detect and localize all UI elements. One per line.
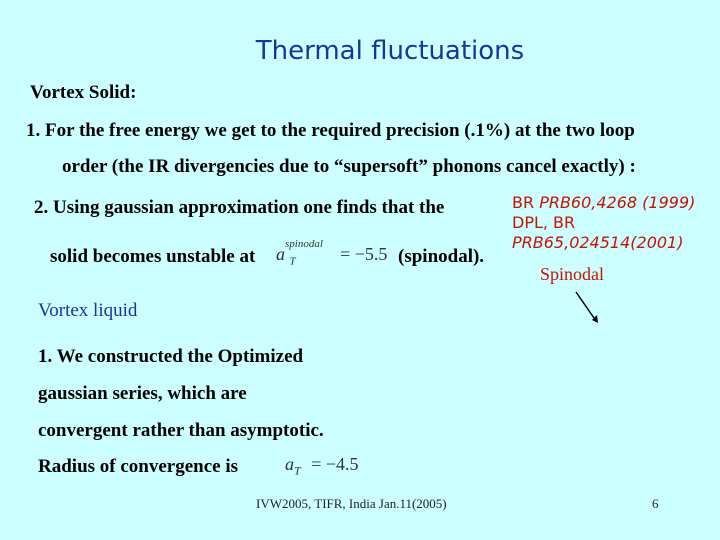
liquid-item1-line2: gaussian series, which are — [38, 383, 247, 404]
spinodal-formula — [276, 238, 388, 268]
vortex-liquid-heading: Vortex liquid — [38, 300, 138, 321]
solid-item1-line1: 1. For the free energy we get to the required precision (.1%) at the two loop — [26, 120, 635, 141]
radius-rhs: = −4.5 — [311, 454, 359, 474]
liquid-item1-line1: 1. We constructed the Optimized — [38, 346, 304, 367]
radius-variable: a — [285, 454, 294, 474]
spinodal-paren: (spinodal). — [398, 246, 485, 267]
ref1-journal: PRB60,4268 (1999) — [539, 193, 696, 212]
spinodal-arrow — [570, 290, 610, 326]
solid-item1-line2: order (the IR divergencies due to “supersoft” phonons cancel exactly) : — [62, 156, 636, 177]
vortex-solid-heading: Vortex Solid: — [30, 82, 137, 103]
radius-subscript: T — [294, 463, 301, 478]
ref3: PRB65,024514(2001) — [512, 233, 684, 252]
liquid-item1-line3: convergent rather than asymptotic. — [38, 420, 324, 441]
formula-variable: a — [276, 244, 285, 264]
formula-subscript: T — [289, 255, 296, 268]
references — [512, 193, 695, 253]
spinodal-label: Spinodal — [540, 264, 605, 284]
page-title: Thermal fluctuations — [255, 36, 525, 66]
page-number: 6 — [652, 496, 659, 511]
formula-superscript: spinodal — [285, 238, 323, 250]
radius-formula — [285, 454, 359, 479]
footer: IVW2005, TIFR, India Jan.11(2005) — [256, 496, 447, 511]
solid-item2-line1: 2. Using gaussian approximation one finds that the — [34, 197, 445, 218]
solid-item2-line2: solid becomes unstable at — [50, 246, 256, 267]
ref2: DPL, BR — [512, 213, 576, 232]
ref1-prefix: BR — [512, 193, 535, 212]
radius-text: Radius of convergence is — [38, 456, 239, 477]
formula-rhs: = −5.5 — [340, 244, 388, 264]
